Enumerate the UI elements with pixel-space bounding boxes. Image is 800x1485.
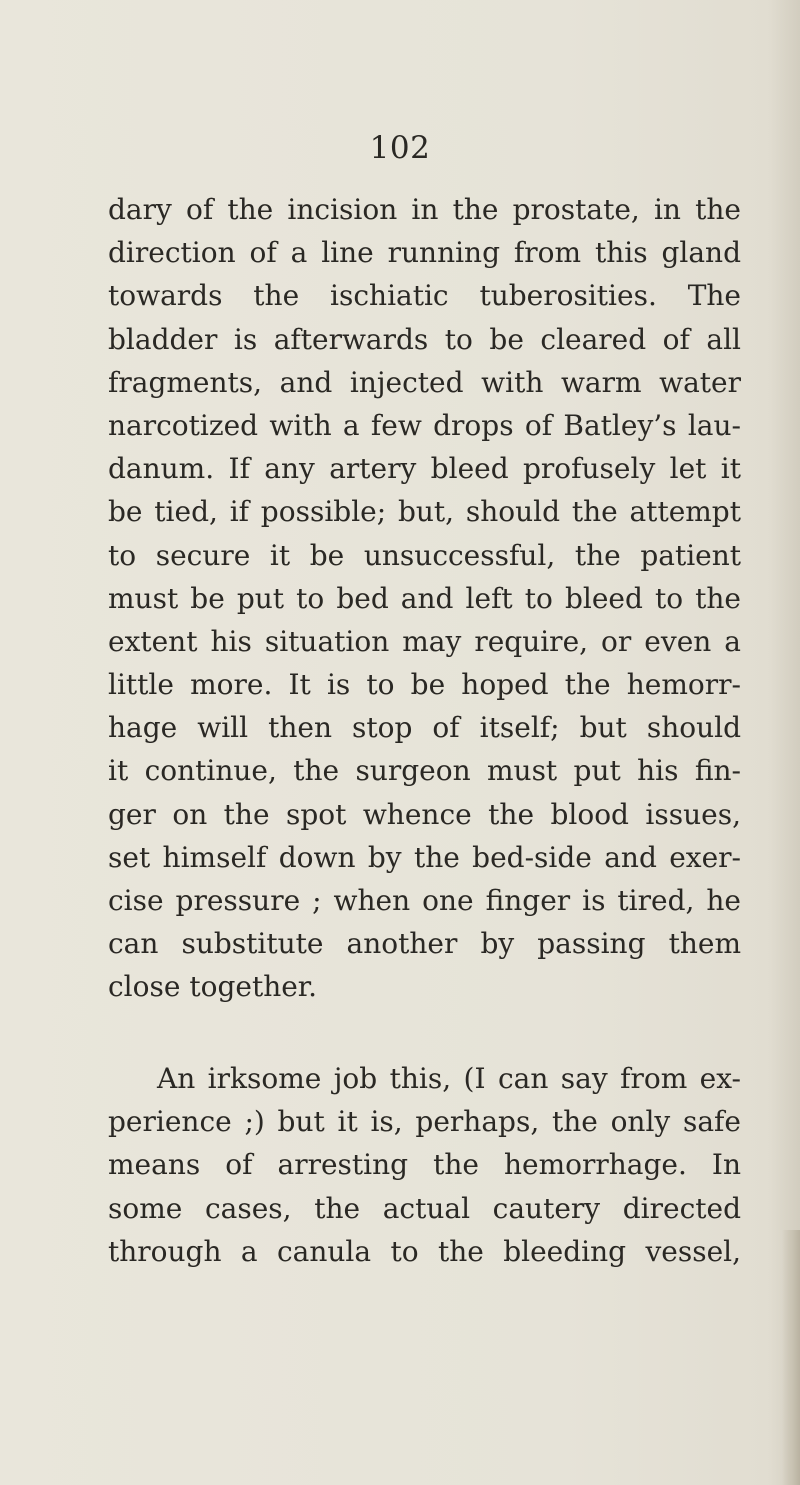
text-line: dary of the incision in the prostate, in the bbox=[108, 193, 741, 226]
text-line: extent his situation may require, or even a bbox=[108, 624, 741, 658]
page-edge-shadow bbox=[782, 1230, 800, 1485]
text-line: danum. If any artery bleed profusely let it bbox=[108, 452, 741, 486]
text-line: some cases, the actual cautery directed bbox=[108, 1191, 741, 1225]
text-line: be tied, if possible; but, should the attempt bbox=[108, 495, 741, 529]
text-line: hage will then stop of itself; but should bbox=[108, 711, 741, 745]
text-line: fragments, and injected with warm water bbox=[108, 365, 741, 399]
text-line: through a canula to the bleeding vessel, bbox=[108, 1234, 741, 1268]
text-line: direction of a line running from this gland bbox=[108, 236, 741, 270]
text-line: little more. It is to be hoped the hemorr- bbox=[108, 668, 741, 702]
text-line: means of arresting the hemorrhage. In bbox=[108, 1148, 741, 1182]
text-line: ger on the spot whence the blood issues, bbox=[108, 797, 741, 831]
text-line: narcotized with a few drops of Batley’s lau- bbox=[108, 408, 741, 442]
text-line: bladder is afterwards to be cleared of all bbox=[108, 322, 741, 356]
text-line: An irksome job this, (I can say from ex- bbox=[157, 1062, 741, 1095]
text-line: can substitute another by passing them bbox=[108, 927, 741, 961]
paragraph-2 bbox=[108, 1057, 741, 1273]
page-number: 102 bbox=[369, 130, 431, 166]
text-line: must be put to bed and left to bleed to the bbox=[108, 581, 741, 615]
text-line: set himself down by the bed-side and exer- bbox=[108, 840, 741, 874]
text-line: it continue, the surgeon must put his fin- bbox=[108, 754, 741, 788]
text-line: to secure it be unsuccessful, the patient bbox=[108, 538, 741, 572]
text-line: cise pressure ; when one finger is tired, he bbox=[108, 884, 741, 917]
text-line: close together. bbox=[108, 970, 318, 1004]
text-line: towards the ischiatic tuberosities. The bbox=[108, 279, 741, 313]
paragraph-1 bbox=[108, 188, 741, 1009]
text-line: perience ;) but it is, perhaps, the only safe bbox=[108, 1105, 741, 1139]
